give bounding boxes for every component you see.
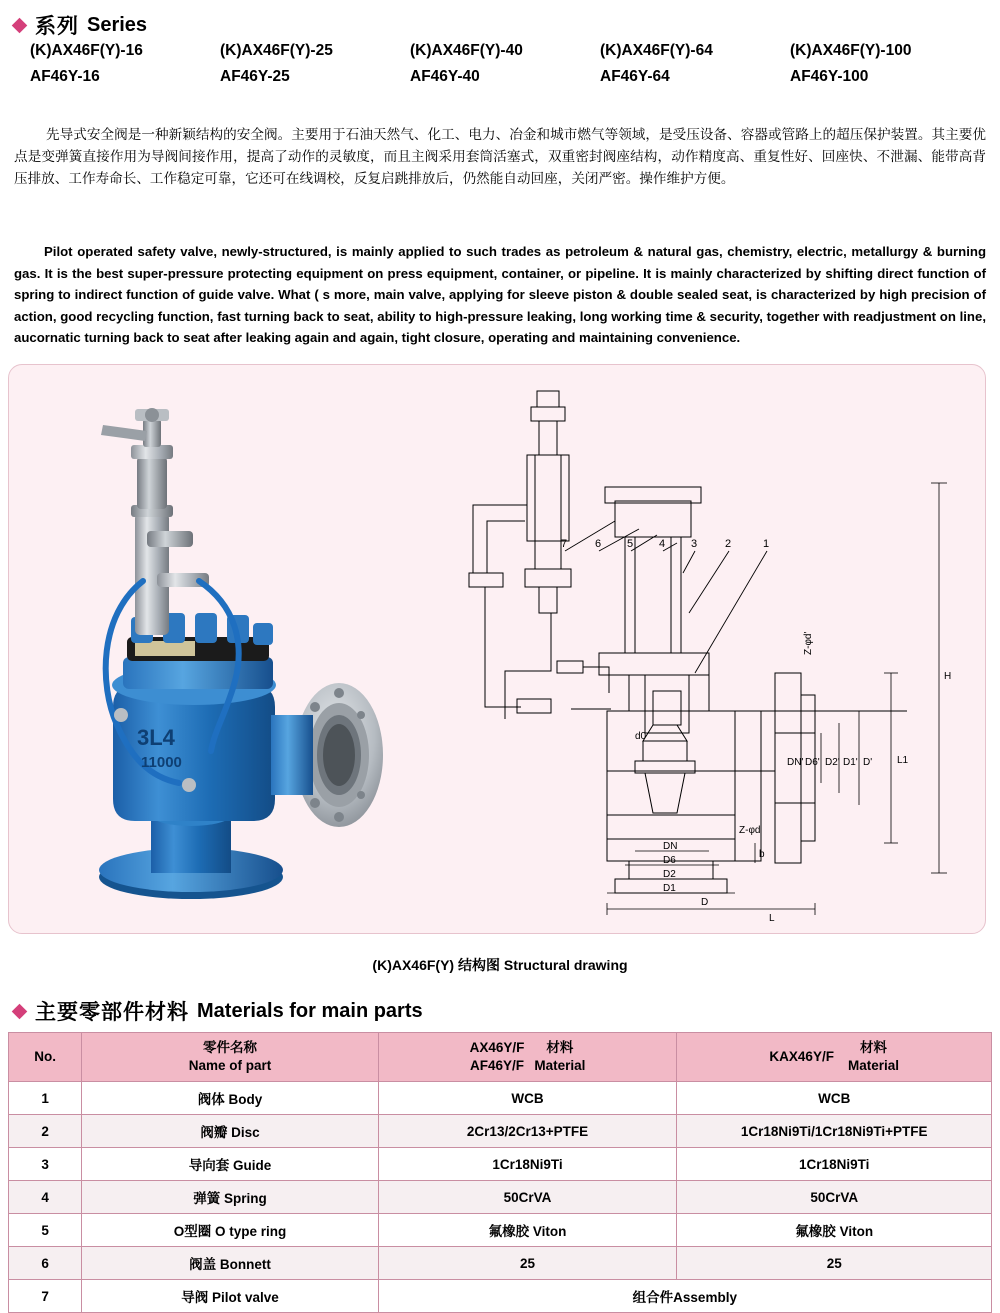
model-cell: AF46Y-16	[30, 68, 100, 85]
materials-table	[8, 1032, 992, 1313]
col-header-material-ax	[378, 1033, 677, 1082]
model-cell: AF46Y-64	[600, 68, 670, 85]
dim-D6: D6	[663, 855, 676, 866]
series-heading-en: Series	[87, 13, 148, 36]
cell-material-kax: 1Cr18Ni9Ti	[677, 1148, 992, 1181]
col-header-material-kax	[677, 1033, 992, 1082]
cell-material-ax: WCB	[378, 1082, 677, 1115]
dim-d0: d0	[635, 731, 647, 742]
cell-material-ax: 氟橡胶 Viton	[378, 1214, 677, 1247]
diamond-bullet-icon	[12, 17, 28, 33]
table-row	[9, 1082, 992, 1115]
dim-b: b	[759, 849, 765, 860]
cell-material-kax: 25	[677, 1247, 992, 1280]
model-list	[30, 42, 980, 86]
materials-table-head	[9, 1033, 992, 1082]
cell-material-ax: 1Cr18Ni9Ti	[378, 1148, 677, 1181]
cell-material-assembly: 组合件Assembly	[378, 1280, 991, 1313]
photo-label-1: 3L4	[137, 725, 175, 750]
model-cell: (K)AX46F(Y)-25	[220, 42, 333, 59]
valve-photo-svg	[39, 385, 429, 915]
materials-table-body	[9, 1082, 992, 1313]
figure-panel	[8, 364, 986, 934]
callout-3: 3	[691, 538, 698, 550]
col-header-kax-line2: 材料	[859, 1039, 887, 1055]
callout-5: 5	[627, 538, 634, 550]
cell-material-kax: WCB	[677, 1082, 992, 1115]
callout-6: 6	[595, 538, 602, 550]
table-row	[9, 1115, 992, 1148]
col-header-ax-line3: 材料	[546, 1039, 574, 1055]
cell-no: 1	[9, 1082, 82, 1115]
cell-name: 阀瓣 Disc	[82, 1115, 378, 1148]
cell-material-kax: 50CrVA	[677, 1181, 992, 1214]
callout-4: 4	[659, 538, 666, 550]
table-row	[9, 1247, 992, 1280]
model-cell: AF46Y-100	[790, 68, 869, 85]
model-cell: (K)AX46F(Y)-64	[600, 42, 713, 59]
dim-H: H	[944, 671, 952, 682]
table-row	[9, 1181, 992, 1214]
col-header-part-en: Name of part	[188, 1058, 272, 1073]
dim-Dprime: D'	[863, 757, 873, 768]
callout-7: 7	[561, 538, 568, 550]
model-row-1	[30, 42, 980, 60]
col-header-part-cn: 零件名称	[202, 1039, 257, 1055]
dim-D2prime: D2'	[825, 757, 840, 768]
table-header-row	[9, 1033, 992, 1082]
model-row-2	[30, 68, 980, 86]
dim-Zphid: Z-φd	[739, 825, 761, 836]
dim-D2: D2	[663, 869, 676, 880]
table-row	[9, 1148, 992, 1181]
cell-name: 阀盖 Bonnett	[82, 1247, 378, 1280]
cell-no: 3	[9, 1148, 82, 1181]
callout-2: 2	[725, 538, 732, 550]
model-cell: (K)AX46F(Y)-100	[790, 42, 912, 59]
col-header-ax-line2: AF46Y/F	[469, 1058, 524, 1073]
dim-D1: D1	[663, 883, 676, 894]
photo-label-2: 11000	[141, 754, 182, 771]
col-header-kax-line3: Material	[847, 1058, 899, 1073]
cell-no: 6	[9, 1247, 82, 1280]
dim-Zphid2: Z-φd'	[803, 631, 814, 655]
description-chinese: 先导式安全阀是一种新颖结构的安全阀。主要用于石油天然气、化工、电力、冶金和城市燃气等领域，是受压设备、容器或管路上的超压保护装置。其主要优点是变弹簧直接作用为导阀间接作用，提高了动作的灵敏度，而且主阀采用套筒活塞式，双重密封阀座结构，动作精度高、重复性好、回座快、不泄漏、能带高背压排放、工作寿命长、工作稳定可靠，它还可在线调校，反复启跳排放后，仍然能自动回座，关闭严密。操作维护方便。	[14, 126, 986, 187]
col-header-no	[9, 1033, 82, 1082]
cell-no: 2	[9, 1115, 82, 1148]
materials-heading	[14, 996, 423, 1026]
dim-D: D	[701, 897, 709, 908]
col-header-ax-line1: AX46Y/F	[469, 1039, 525, 1055]
valve-photograph	[39, 385, 429, 915]
description-english: Pilot operated safety valve, newly-structured, is mainly applied to such trades as petroleum & natural gas, chemistry, electric, metallurgy & burning gas. It is the best super-pressure protecting equipment on press equipment, container, or pipeline. It is mainly characterized by shifting direct function of spring to indirect function of guide valve. What ( s more, main valve, applying for sleeve piston & double sealed seat, is characterized by high precision of action, good recycling function, fast turning back to seat, ability to high-pressure leaking, long working time & security, together with readjustment on line, aucornatic turning back to seat after leaking again and again, tight closure, operating and maintaining convenience.	[14, 244, 986, 346]
cell-no: 5	[9, 1214, 82, 1247]
cell-material-ax: 2Cr13/2Cr13+PTFE	[378, 1115, 677, 1148]
model-cell: AF46Y-40	[410, 68, 480, 85]
table-row	[9, 1214, 992, 1247]
drawing-svg	[439, 373, 979, 929]
cell-no: 7	[9, 1280, 82, 1313]
cell-name: 弹簧 Spring	[82, 1181, 378, 1214]
dim-DNprime: DN'	[787, 757, 804, 768]
series-heading	[14, 10, 147, 40]
cell-material-ax: 50CrVA	[378, 1181, 677, 1214]
dim-DN: DN	[663, 841, 678, 852]
table-row	[9, 1280, 992, 1313]
series-heading-cn: 系列	[35, 15, 79, 38]
cell-name: 导向套 Guide	[82, 1148, 378, 1181]
dim-L1: L1	[897, 755, 909, 766]
cell-name: 导阀 Pilot valve	[82, 1280, 378, 1313]
cell-no: 4	[9, 1181, 82, 1214]
structural-line-drawing	[439, 373, 979, 929]
col-header-kax-line1: KAX46Y/F	[769, 1048, 834, 1064]
col-header-ax-line4: Material	[534, 1058, 586, 1073]
materials-heading-en: Materials for main parts	[197, 999, 423, 1022]
model-cell: (K)AX46F(Y)-40	[410, 42, 523, 59]
col-header-part	[82, 1033, 378, 1082]
dim-D1prime: D1'	[843, 757, 858, 768]
cell-material-kax: 1Cr18Ni9Ti/1Cr18Ni9Ti+PTFE	[677, 1115, 992, 1148]
dim-L: L	[769, 913, 775, 924]
diamond-bullet-icon	[12, 1003, 28, 1019]
dim-D6prime: D6'	[805, 757, 820, 768]
cell-name: 阀体 Body	[82, 1082, 378, 1115]
cell-name: O型圈 O type ring	[82, 1214, 378, 1247]
cell-material-kax: 氟橡胶 Viton	[677, 1214, 992, 1247]
model-cell: (K)AX46F(Y)-16	[30, 42, 143, 59]
model-cell: AF46Y-25	[220, 68, 290, 85]
figure-caption: (K)AX46F(Y) 结构图 Structural drawing	[372, 957, 628, 973]
cell-material-ax: 25	[378, 1247, 677, 1280]
callout-1: 1	[763, 538, 770, 550]
materials-heading-cn: 主要零部件材料	[35, 1001, 189, 1024]
col-header-no-line1: No.	[34, 1048, 57, 1064]
